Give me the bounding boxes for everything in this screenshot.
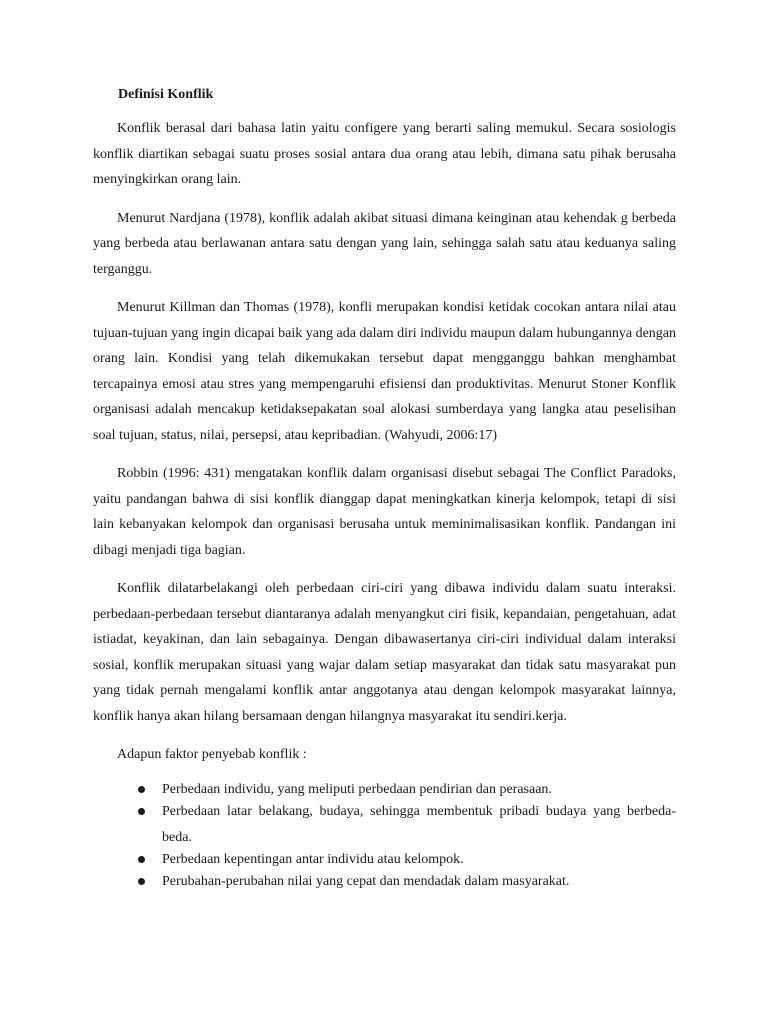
list-item: [137, 799, 676, 851]
paragraph-robbin: Robbin (1996: 431) mengatakan konflik dalam organisasi disebut sebagai The Conflict Paradoks, yaitu pandangan bahwa di sisi konflik dianggap dapat meningkatkan kinerja kelompok, tetapi di sisi lain kebanyakan kelompok dan organisasi berusaha untuk meminimalisasikan konflik. Pandangan ini dibagi menjadi tiga bagian.: [93, 466, 676, 558]
bullet-icon: [138, 808, 145, 815]
document-page: [93, 83, 676, 892]
bullet-icon: [138, 856, 145, 863]
list-item: [137, 871, 676, 893]
paragraph-definition: Konflik berasal dari bahasa latin yaitu configere yang berarti saling memukul. Secara sosiologis konflik diartikan sebagai suatu proses sosial antara dua orang atau lebih, dimana satu pihak berusaha menyingkirkan orang lain.: [93, 121, 676, 187]
list-item-text: Perubahan-perubahan nilai yang cepat dan mendadak dalam masyarakat.: [162, 873, 570, 889]
bullet-icon: [138, 878, 145, 885]
list-item: [137, 779, 676, 801]
list-item-text: Perbedaan kepentingan antar individu atau kelompok.: [162, 852, 464, 867]
paragraph-killman-thomas: Menurut Killman dan Thomas (1978), konfli merupakan kondisi ketidak cocokan antara nilai atau tujuan-tujuan yang ingin dicapai baik yang ada dalam diri individu maupun dalam hubungannya dengan orang lain. Kondisi yang telah dikemukakan tersebut dapat mengganggu bahkan menghambat tercapainya emosi atau stres yang mempengaruhi efisiensi dan produktivitas. Menurut Stoner Konflik organisasi adalah mencakup ketidaksepakatan soal alokasi sumberdaya yang langka atau peselisihan soal tujuan, status, nilai, persepsi, atau kepribadian. (Wahyudi, 2006:17): [93, 300, 676, 443]
list-item-text: Perbedaan latar belakang, budaya, sehingga membentuk pribadi budaya yang berbeda-beda.: [162, 804, 676, 845]
list-item-text: Perbedaan individu, yang meliputi perbedaan pendirian dan perasaan.: [162, 781, 552, 797]
factors-list: [93, 779, 676, 893]
factors-intro: Adapun faktor penyebab konflik :: [117, 747, 307, 762]
paragraph-background: Konflik dilatarbelakangi oleh perbedaan ciri-ciri yang dibawa individu dalam suatu interaksi. perbedaan-perbedaan tersebut diantaranya adalah menyangkut ciri fisik, kepandaian, pengetahuan, adat istiadat, keyakinan, dan lain sebagainya. Dengan dibawasertanya ciri-ciri individual dalam interaksi sosial, konflik merupakan situasi yang wajar dalam setiap masyarakat dan tidak satu masyarakat pun yang tidak pernah mengalami konflik antar anggotanya atau dengan kelompok masyarakat lainnya, konflik hanya akan hilang bersamaan dengan hilangnya masyarakat itu sendiri.kerja.: [93, 581, 676, 724]
list-item: [137, 849, 676, 871]
paragraph-nardjana: Menurut Nardjana (1978), konflik adalah akibat situasi dimana keinginan atau kehendak g berbeda yang berbeda atau berlawanan antara satu dengan yang lain, sehingga salah satu atau keduanya saling terganggu.: [93, 210, 676, 277]
section-heading: Definisi Konflik: [118, 87, 214, 102]
bullet-icon: [138, 786, 145, 793]
